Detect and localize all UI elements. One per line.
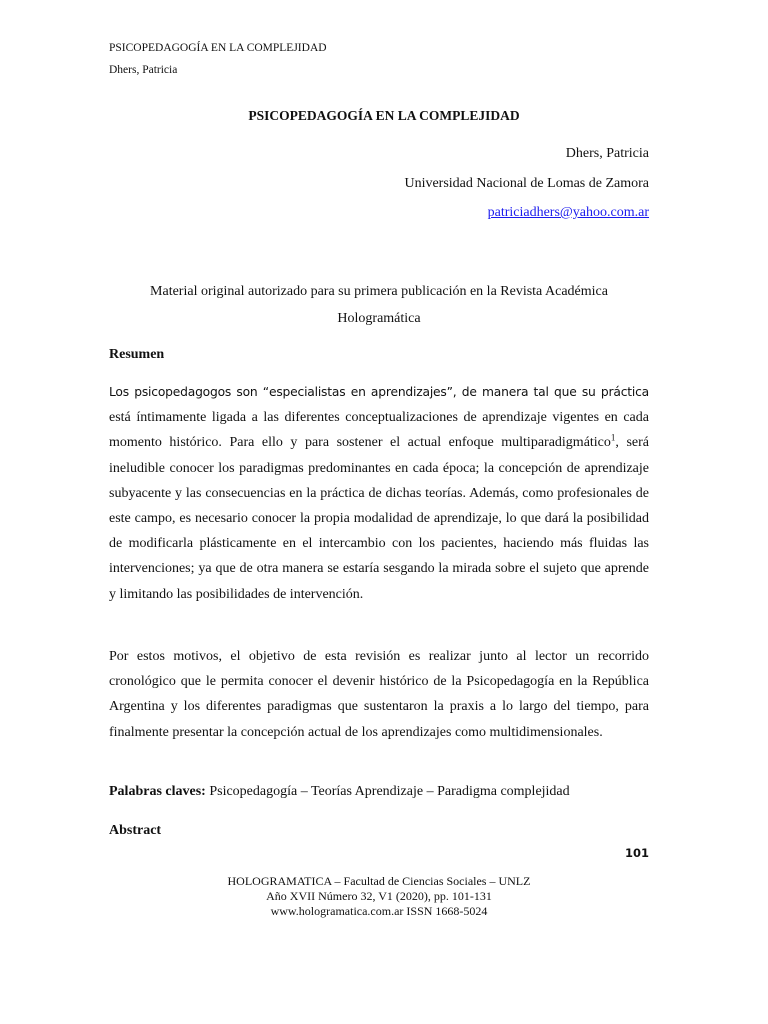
author-email-link[interactable]: patriciadhers@yahoo.com.ar (487, 205, 649, 220)
author-affiliation: Universidad Nacional de Lomas de Zamora (404, 176, 649, 191)
footer-journal-line: HOLOGRAMATICA – Facultad de Ciencias Sociales – UNLZ (227, 874, 531, 888)
keywords-label: Palabras claves: (109, 784, 206, 799)
resumen-heading: Resumen (109, 347, 165, 362)
running-head-author: Dhers, Patricia (109, 64, 178, 76)
resumen-paragraph-1-lead: Los psicopedagogos son “especialistas en aprendizajes”, de manera tal que su práctica (109, 385, 649, 399)
page-number: 101 (624, 846, 649, 860)
paper-title: PSICOPEDAGOGÍA EN LA COMPLEJIDAD (248, 108, 520, 123)
footer-issue-line: Año XVII Número 32, V1 (2020), pp. 101-131 (266, 889, 492, 903)
authorization-note: Material original autorizado para su primera publicación en la Revista Académica Hologramática (150, 284, 608, 326)
resumen-paragraph-1 (109, 380, 649, 607)
keywords-line (109, 784, 570, 800)
abstract-heading: Abstract (109, 823, 162, 838)
resumen-paragraph-2: Por estos motivos, el objetivo de esta revisión es realizar junto al lector un recorrido cronológico que le permita conocer el devenir histórico de la Psicopedagogía en la República Argentina y los diferentes paradigmas que sustentaron la praxis a lo largo del tiempo, para finalmente presentar la concepción actual de los aprendizajes como multidimensionales. (109, 649, 649, 740)
author-name: Dhers, Patricia (565, 146, 649, 161)
resumen-paragraph-1-text-b: , será ineludible conocer los paradigmas predominantes en cada época; la concepción de aprendizaje subyacente y las consecuencias en la práctica de dichas teorías. Además, como profesionales de este campo, es necesario conocer la propia modalidad de aprendizaje, lo que dará la posibilidad de modificarla plásticamente en el intercambio con los pacientes, haciendo más fluidas las intervenciones; ya que de otra manera se estaría sesgando la mirada sobre el sujeto que aprende y limitando las posibilidades de intervención. (109, 435, 649, 602)
running-head-title: PSICOPEDAGOGÍA EN LA COMPLEJIDAD (109, 42, 327, 54)
footer-website-line: www.hologramatica.com.ar ISSN 1668-5024 (270, 904, 488, 918)
footnote-marker[interactable]: 1 (610, 432, 616, 443)
resumen-paragraph-1-text-a: está íntimamente ligada a las diferentes conceptualizaciones de aprendizaje vigentes en cada momento histórico. Para ello y para sostener el actual enfoque multiparadigmático (109, 410, 649, 451)
keywords-text: Psicopedagogía – Teorías Aprendizaje – Paradigma complejidad (209, 784, 570, 799)
journal-footer (0, 874, 758, 919)
